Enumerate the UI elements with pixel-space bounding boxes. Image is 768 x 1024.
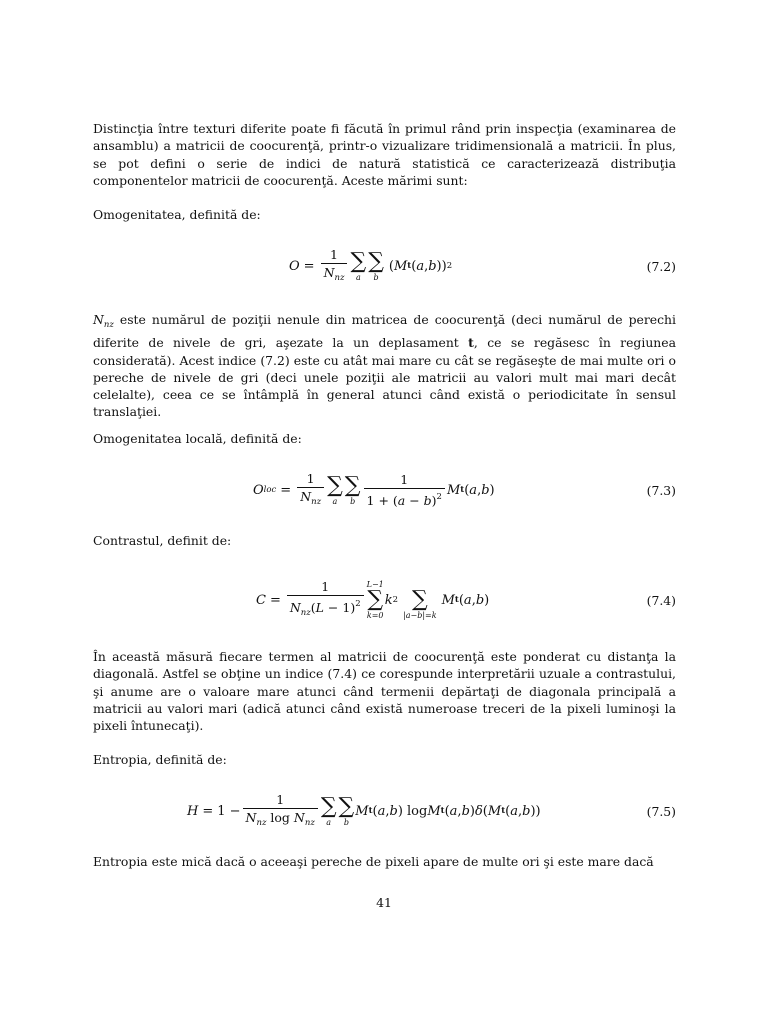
equation-7-2 xyxy=(93,242,676,290)
local-homogeneity-label: Omogenitatea locală, definită de: xyxy=(93,431,302,446)
equation-7-3-number: (7.3) xyxy=(646,482,676,498)
nnz-subscript: nz xyxy=(103,320,114,330)
nnz-symbol: N xyxy=(93,312,104,327)
page-number: 41 xyxy=(376,895,392,910)
nnz-explanation-text-b: , ce se regăsesc în regiunea considerată). Acest indice (7.2) este cu atât mai mare cu cât se regăseşte de mai multe ori o pereche de nivele de gri (deci unele poziţii ale matricii au valori mult mai mari decât celelalte), ceea ce se întâmplă în general atunci când există o periodicitate în sensul translaţiei. xyxy=(93,335,677,420)
equation-7-5-formula: H = 1 − $\frac{1}{N_{nz} \log N_{nz}}$ ∑ a ∑ b M t ( a , b ) log M t ( a , b ) δ ( M t ( a , b )) xyxy=(187,787,541,835)
equation-7-4-number: (7.4) xyxy=(646,592,676,608)
nnz-explanation-text-a: este numărul de poziţii nenule din matricea de coocurenţă (deci numărul de perechi diferite de nivele de gri, aşezate la un deplasament xyxy=(93,312,676,351)
entropy-label: Entropia, definită de: xyxy=(93,752,227,767)
displacement-symbol: t xyxy=(468,335,474,351)
equation-7-2-number: (7.2) xyxy=(646,258,676,274)
equation-7-3 xyxy=(93,466,676,514)
nnz-explanation-paragraph xyxy=(93,311,676,421)
intro-paragraph: Distincţia între texturi diferite poate fi făcută în primul rând prin inspecţia (examinarea de ansamblu) a matricii de coocurenţă, printr-o vizualizare tridimensională a matricii. În plus, se pot defini o serie de indici de natură statistică ce caracterizează distribuţia componentelor matricii de coocurenţă. Aceste mărimi sunt: xyxy=(93,121,676,188)
equation-7-4-formula: C = $\frac{1}{N_{nz}(L - 1)^2}$ L−1 ∑ k=0 k 2 ∑ |a−b|=k M t ( a , b ) xyxy=(256,579,490,620)
contrast-label: Contrastul, definit de: xyxy=(93,533,232,548)
equation-7-5-number: (7.5) xyxy=(646,803,676,819)
homogeneity-label: Omogenitatea, definită de: xyxy=(93,207,261,222)
entropy-explanation-paragraph: Entropia este mică dacă o aceeaşi pereche de pixeli apare de multe ori şi este mare dacă xyxy=(93,854,654,869)
equation-7-3-formula: O loc = $\frac{1}{N_{nz}}$ ∑ a ∑ b $\frac{1}{1 + (a - b)^2}$ M t ( a , b ) xyxy=(253,470,495,508)
contrast-explanation-paragraph: În această măsură fiecare termen al matricii de coocurenţă este ponderat cu distanţa la diagonală. Astfel se obţine un indice (7.4) ce corespunde interpretării uzuale a contrastului, şi anume are o valoare mare atunci când termenii depărtaţi de diagonala principală a matricii au valori mari (adică atunci când există numeroase treceri de la pixeli luminoşi la pixeli întunecaţi). xyxy=(93,649,676,734)
equation-7-5 xyxy=(93,787,676,835)
equation-7-4 xyxy=(93,572,676,628)
equation-7-2-formula: O = $\frac{1}{N_{nz}}$ ∑ a ∑ b ( M t ( a , b )) 2 xyxy=(289,242,452,290)
